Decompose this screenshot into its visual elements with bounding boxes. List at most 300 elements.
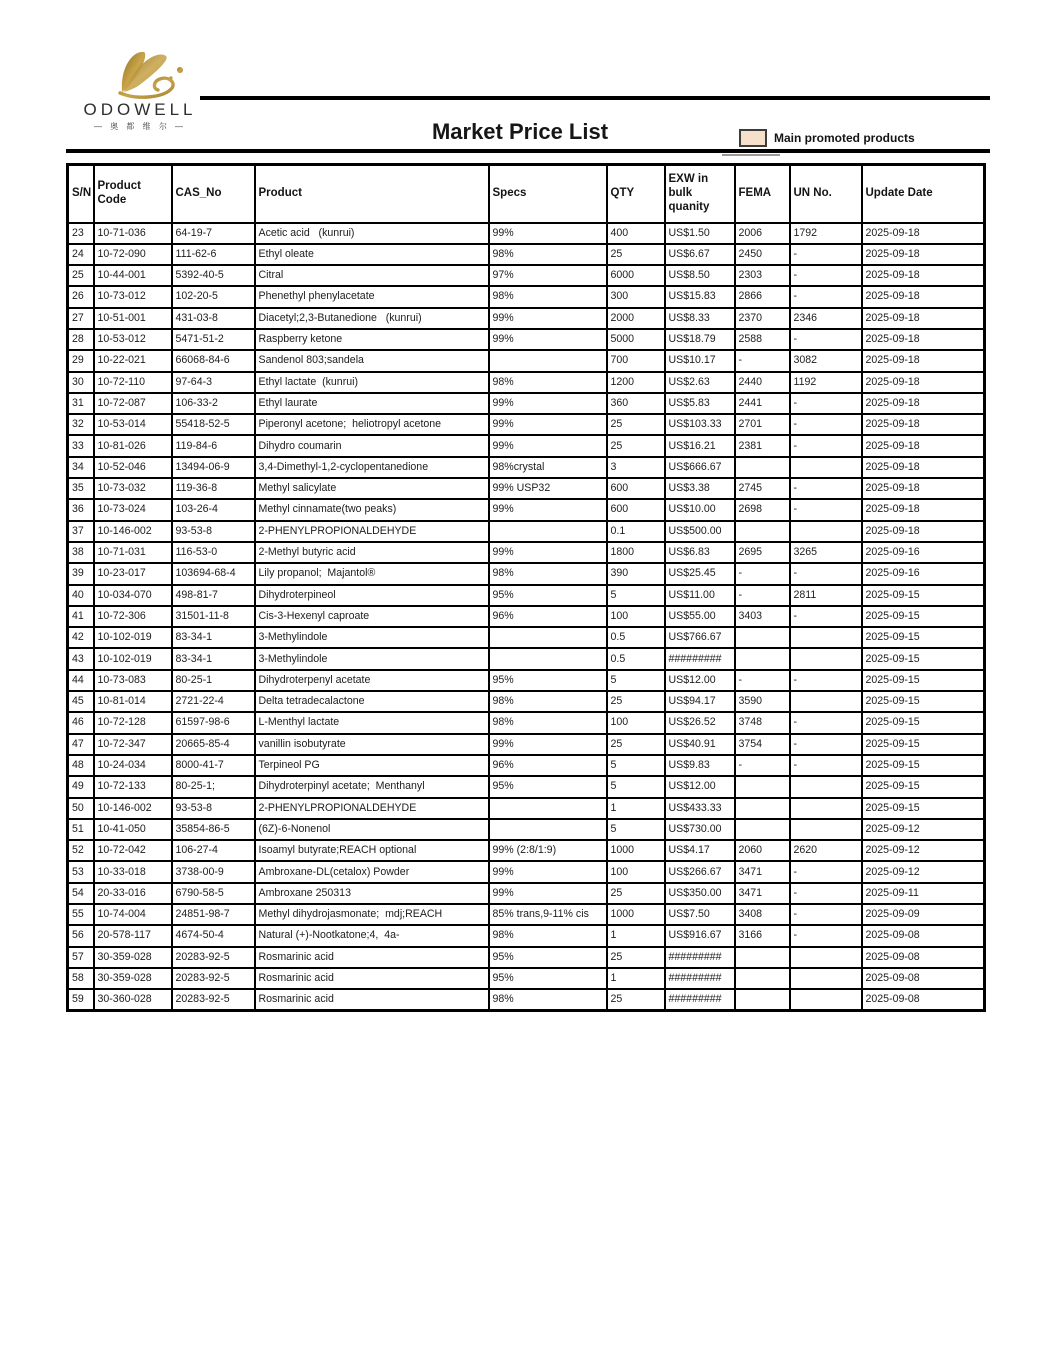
cell-qty: 600 <box>607 478 665 499</box>
table-row <box>68 478 985 499</box>
title-divider <box>66 149 990 153</box>
cell-update-date: 2025-09-18 <box>862 478 985 499</box>
cell-qty: 1000 <box>607 904 665 925</box>
cell-sn: 58 <box>68 968 94 989</box>
cell-exw-price: US$94.17 <box>665 691 735 712</box>
cell-product-code: 10-24-034 <box>94 755 172 776</box>
cell-update-date: 2025-09-18 <box>862 329 985 350</box>
cell-cas-no: 4674-50-4 <box>172 925 255 946</box>
cell-exw-price: US$5.83 <box>665 393 735 414</box>
cell-fema: 3166 <box>735 925 790 946</box>
cell-un-no <box>790 457 862 478</box>
cell-product: Ethyl laurate <box>255 393 489 414</box>
cell-qty: 1800 <box>607 542 665 563</box>
cell-cas-no: 8000-41-7 <box>172 755 255 776</box>
cell-update-date: 2025-09-18 <box>862 223 985 244</box>
cell-un-no: - <box>790 435 862 456</box>
cell-specs <box>489 648 607 669</box>
cell-sn: 24 <box>68 244 94 265</box>
cell-exw-price: US$2.63 <box>665 372 735 393</box>
cell-update-date: 2025-09-18 <box>862 457 985 478</box>
cell-fema: 2866 <box>735 286 790 307</box>
cell-cas-no: 103-26-4 <box>172 499 255 520</box>
cell-specs: 99% <box>489 435 607 456</box>
cell-qty: 5 <box>607 670 665 691</box>
cell-qty: 1 <box>607 968 665 989</box>
col-header-sn: S/N <box>68 165 94 223</box>
cell-product: 2-Methyl butyric acid <box>255 542 489 563</box>
cell-cas-no: 13494-06-9 <box>172 457 255 478</box>
cell-product: L-Menthyl lactate <box>255 712 489 733</box>
cell-qty: 25 <box>607 734 665 755</box>
cell-exw-price: US$10.17 <box>665 350 735 371</box>
cell-product: Dihydroterpenyl acetate <box>255 670 489 691</box>
cell-product-code: 30-359-028 <box>94 968 172 989</box>
cell-sn: 30 <box>68 372 94 393</box>
cell-exw-price: US$6.67 <box>665 244 735 265</box>
cell-cas-no: 111-62-6 <box>172 244 255 265</box>
cell-specs: 98% <box>489 691 607 712</box>
cell-product: Delta tetradecalactone <box>255 691 489 712</box>
cell-update-date: 2025-09-09 <box>862 904 985 925</box>
cell-fema: - <box>735 755 790 776</box>
cell-product: Isoamyl butyrate;REACH optional <box>255 840 489 861</box>
cell-exw-price: US$916.67 <box>665 925 735 946</box>
cell-un-no: 2346 <box>790 308 862 329</box>
cell-un-no: - <box>790 904 862 925</box>
cell-product-code: 10-146-002 <box>94 798 172 819</box>
cell-qty: 5 <box>607 776 665 797</box>
cell-cas-no: 3738-00-9 <box>172 861 255 882</box>
cell-product: 2-PHENYLPROPIONALDEHYDE <box>255 798 489 819</box>
table-row <box>68 372 985 393</box>
cell-specs: 99% <box>489 308 607 329</box>
cell-specs: 99% USP32 <box>489 478 607 499</box>
cell-fema: 2695 <box>735 542 790 563</box>
cell-cas-no: 2721-22-4 <box>172 691 255 712</box>
cell-specs: 96% <box>489 606 607 627</box>
top-divider <box>200 96 990 100</box>
cell-un-no <box>790 947 862 968</box>
brand-name: ODOWELL <box>83 100 197 119</box>
cell-cas-no: 106-33-2 <box>172 393 255 414</box>
cell-cas-no: 103694-68-4 <box>172 563 255 584</box>
col-header-specs: Specs <box>489 165 607 223</box>
table-row <box>68 798 985 819</box>
cell-specs: 98% <box>489 563 607 584</box>
cell-fema <box>735 968 790 989</box>
cell-update-date: 2025-09-18 <box>862 372 985 393</box>
cell-fema: 2381 <box>735 435 790 456</box>
cell-update-date: 2025-09-15 <box>862 712 985 733</box>
brand-name-chinese: — 奥 都 维 尔 — <box>93 122 187 131</box>
table-row <box>68 350 985 371</box>
cell-specs: 98% <box>489 989 607 1010</box>
cell-fema: 3590 <box>735 691 790 712</box>
cell-qty: 390 <box>607 563 665 584</box>
cell-exw-price: US$433.33 <box>665 798 735 819</box>
cell-fema: - <box>735 585 790 606</box>
cell-product: Methyl dihydrojasmonate; mdj;REACH <box>255 904 489 925</box>
cell-cas-no: 119-84-6 <box>172 435 255 456</box>
cell-cas-no: 116-53-0 <box>172 542 255 563</box>
cell-cas-no: 20283-92-5 <box>172 968 255 989</box>
cell-specs: 95% <box>489 670 607 691</box>
cell-specs <box>489 819 607 840</box>
cell-qty: 25 <box>607 244 665 265</box>
cell-fema: - <box>735 563 790 584</box>
table-row <box>68 499 985 520</box>
cell-cas-no: 431-03-8 <box>172 308 255 329</box>
cell-un-no <box>790 627 862 648</box>
cell-qty: 600 <box>607 499 665 520</box>
cell-product: Dihydro coumarin <box>255 435 489 456</box>
cell-cas-no: 119-36-8 <box>172 478 255 499</box>
cell-product-code: 10-71-031 <box>94 542 172 563</box>
cell-specs <box>489 798 607 819</box>
cell-update-date: 2025-09-18 <box>862 286 985 307</box>
cell-un-no: - <box>790 478 862 499</box>
cell-exw-price: US$8.33 <box>665 308 735 329</box>
cell-cas-no: 83-34-1 <box>172 627 255 648</box>
cell-un-no <box>790 521 862 542</box>
cell-qty: 0.1 <box>607 521 665 542</box>
cell-specs: 99% <box>489 393 607 414</box>
cell-cas-no: 55418-52-5 <box>172 414 255 435</box>
cell-un-no: - <box>790 286 862 307</box>
cell-un-no <box>790 691 862 712</box>
cell-un-no <box>790 798 862 819</box>
col-header-qty: QTY <box>607 165 665 223</box>
cell-product: Ambroxane-DL(cetalox) Powder <box>255 861 489 882</box>
cell-sn: 50 <box>68 798 94 819</box>
price-table <box>66 163 986 1012</box>
table-row <box>68 776 985 797</box>
page-title: Market Price List <box>431 119 609 144</box>
cell-sn: 38 <box>68 542 94 563</box>
cell-product: Phenethyl phenylacetate <box>255 286 489 307</box>
cell-exw-price: US$55.00 <box>665 606 735 627</box>
cell-specs: 99% <box>489 542 607 563</box>
cell-exw-price: US$4.17 <box>665 840 735 861</box>
cell-qty: 25 <box>607 414 665 435</box>
cell-sn: 55 <box>68 904 94 925</box>
table-row <box>68 393 985 414</box>
cell-product-code: 10-034-070 <box>94 585 172 606</box>
cell-sn: 56 <box>68 925 94 946</box>
cell-qty: 1200 <box>607 372 665 393</box>
cell-update-date: 2025-09-15 <box>862 755 985 776</box>
odowell-logo <box>70 48 210 133</box>
cell-product-code: 10-72-090 <box>94 244 172 265</box>
cell-product-code: 10-53-014 <box>94 414 172 435</box>
cell-qty: 1000 <box>607 840 665 861</box>
cell-specs <box>489 627 607 648</box>
cell-qty: 5 <box>607 819 665 840</box>
cell-exw-price: US$666.67 <box>665 457 735 478</box>
cell-un-no: - <box>790 712 862 733</box>
legend-label: Main promoted products <box>774 131 915 145</box>
cell-un-no: - <box>790 244 862 265</box>
cell-qty: 100 <box>607 606 665 627</box>
cell-product-code: 10-81-026 <box>94 435 172 456</box>
cell-sn: 33 <box>68 435 94 456</box>
table-row <box>68 904 985 925</box>
cell-un-no: 2811 <box>790 585 862 606</box>
table-row <box>68 606 985 627</box>
cell-product: Rosmarinic acid <box>255 968 489 989</box>
cell-update-date: 2025-09-18 <box>862 308 985 329</box>
cell-qty: 5 <box>607 585 665 606</box>
cell-update-date: 2025-09-15 <box>862 798 985 819</box>
cell-product-code: 10-22-021 <box>94 350 172 371</box>
cell-fema <box>735 521 790 542</box>
cell-qty: 25 <box>607 947 665 968</box>
cell-fema: 2745 <box>735 478 790 499</box>
cell-product: Methyl salicylate <box>255 478 489 499</box>
cell-product-code: 10-72-133 <box>94 776 172 797</box>
cell-update-date: 2025-09-11 <box>862 883 985 904</box>
cell-exw-price: ######### <box>665 968 735 989</box>
cell-exw-price: ######### <box>665 989 735 1010</box>
cell-sn: 25 <box>68 265 94 286</box>
cell-cas-no: 5392-40-5 <box>172 265 255 286</box>
table-row <box>68 734 985 755</box>
cell-fema: 2698 <box>735 499 790 520</box>
cell-specs: 95% <box>489 585 607 606</box>
cell-qty: 400 <box>607 223 665 244</box>
table-row <box>68 435 985 456</box>
cell-product: (6Z)-6-Nonenol <box>255 819 489 840</box>
col-header-product: Product <box>255 165 489 223</box>
cell-fema <box>735 627 790 648</box>
cell-product-code: 10-44-001 <box>94 265 172 286</box>
cell-exw-price: US$18.79 <box>665 329 735 350</box>
table-row <box>68 286 985 307</box>
col-header-exw: EXW in bulk quanity <box>665 165 735 223</box>
gold-flower-icon <box>92 48 192 100</box>
cell-product-code: 10-73-083 <box>94 670 172 691</box>
cell-update-date: 2025-09-08 <box>862 968 985 989</box>
cell-cas-no: 24851-98-7 <box>172 904 255 925</box>
cell-qty: 0.5 <box>607 627 665 648</box>
cell-cas-no: 93-53-8 <box>172 798 255 819</box>
cell-product: Citral <box>255 265 489 286</box>
cell-cas-no: 97-64-3 <box>172 372 255 393</box>
cell-product-code: 10-51-001 <box>94 308 172 329</box>
cell-un-no <box>790 819 862 840</box>
cell-product-code: 10-71-036 <box>94 223 172 244</box>
cell-sn: 57 <box>68 947 94 968</box>
cell-sn: 36 <box>68 499 94 520</box>
cell-cas-no: 66068-84-6 <box>172 350 255 371</box>
cell-update-date: 2025-09-08 <box>862 989 985 1010</box>
cell-cas-no: 20283-92-5 <box>172 989 255 1010</box>
cell-product: Natural (+)-Nootkatone;4, 4a- <box>255 925 489 946</box>
cell-specs: 99% <box>489 414 607 435</box>
cell-specs: 99% (2:8/1:9) <box>489 840 607 861</box>
table-row <box>68 648 985 669</box>
cell-cas-no: 106-27-4 <box>172 840 255 861</box>
cell-qty: 100 <box>607 861 665 882</box>
cell-fema: 2370 <box>735 308 790 329</box>
cell-update-date: 2025-09-18 <box>862 521 985 542</box>
cell-qty: 3 <box>607 457 665 478</box>
cell-sn: 46 <box>68 712 94 733</box>
table-row <box>68 691 985 712</box>
cell-update-date: 2025-09-18 <box>862 435 985 456</box>
cell-qty: 25 <box>607 435 665 456</box>
cell-update-date: 2025-09-18 <box>862 265 985 286</box>
cell-exw-price: US$12.00 <box>665 670 735 691</box>
cell-fema: - <box>735 350 790 371</box>
cell-un-no: - <box>790 393 862 414</box>
cell-fema <box>735 947 790 968</box>
table-header-row <box>68 165 985 223</box>
cell-fema: 2006 <box>735 223 790 244</box>
cell-sn: 41 <box>68 606 94 627</box>
cell-product-code: 10-102-019 <box>94 627 172 648</box>
cell-sn: 53 <box>68 861 94 882</box>
cell-specs: 99% <box>489 499 607 520</box>
cell-qty: 300 <box>607 286 665 307</box>
table-row <box>68 329 985 350</box>
cell-exw-price: US$40.91 <box>665 734 735 755</box>
cell-cas-no: 80-25-1 <box>172 670 255 691</box>
table-row <box>68 627 985 648</box>
table-row <box>68 308 985 329</box>
cell-fema: 3408 <box>735 904 790 925</box>
table-row <box>68 712 985 733</box>
table-row <box>68 414 985 435</box>
cell-fema: 3754 <box>735 734 790 755</box>
cell-exw-price: US$9.83 <box>665 755 735 776</box>
cell-sn: 47 <box>68 734 94 755</box>
cell-qty: 360 <box>607 393 665 414</box>
cell-qty: 700 <box>607 350 665 371</box>
cell-exw-price: US$26.52 <box>665 712 735 733</box>
cell-product-code: 10-41-050 <box>94 819 172 840</box>
cell-sn: 44 <box>68 670 94 691</box>
cell-fema <box>735 776 790 797</box>
cell-product: Ambroxane 250313 <box>255 883 489 904</box>
table-row <box>68 265 985 286</box>
cell-exw-price: US$11.00 <box>665 585 735 606</box>
cell-product: Lily propanol; Majantol® <box>255 563 489 584</box>
table-row <box>68 925 985 946</box>
cell-fema: 3403 <box>735 606 790 627</box>
cell-update-date: 2025-09-12 <box>862 819 985 840</box>
table-row <box>68 223 985 244</box>
table-row <box>68 563 985 584</box>
cell-product-code: 10-73-032 <box>94 478 172 499</box>
cell-exw-price: US$500.00 <box>665 521 735 542</box>
col-header-product-code: Product Code <box>94 165 172 223</box>
cell-update-date: 2025-09-15 <box>862 776 985 797</box>
cell-product-code: 30-360-028 <box>94 989 172 1010</box>
cell-exw-price: US$25.45 <box>665 563 735 584</box>
cell-cas-no: 80-25-1; <box>172 776 255 797</box>
cell-product-code: 10-81-014 <box>94 691 172 712</box>
table-row <box>68 968 985 989</box>
cell-sn: 49 <box>68 776 94 797</box>
table-row <box>68 670 985 691</box>
cell-product-code: 20-33-016 <box>94 883 172 904</box>
cell-sn: 51 <box>68 819 94 840</box>
cell-specs: 98% <box>489 712 607 733</box>
cell-cas-no: 5471-51-2 <box>172 329 255 350</box>
table-row <box>68 542 985 563</box>
cell-un-no: - <box>790 925 862 946</box>
cell-product: Dihydroterpineol <box>255 585 489 606</box>
cell-specs <box>489 521 607 542</box>
cell-sn: 52 <box>68 840 94 861</box>
cell-update-date: 2025-09-15 <box>862 585 985 606</box>
cell-cas-no: 35854-86-5 <box>172 819 255 840</box>
cell-product: 3-Methylindole <box>255 627 489 648</box>
table-row <box>68 883 985 904</box>
cell-qty: 2000 <box>607 308 665 329</box>
cell-specs: 98%crystal <box>489 457 607 478</box>
cell-sn: 42 <box>68 627 94 648</box>
cell-product-code: 10-72-042 <box>94 840 172 861</box>
cell-un-no: 2620 <box>790 840 862 861</box>
table-row <box>68 861 985 882</box>
cell-un-no: - <box>790 563 862 584</box>
cell-sn: 29 <box>68 350 94 371</box>
cell-qty: 100 <box>607 712 665 733</box>
cell-cas-no: 31501-11-8 <box>172 606 255 627</box>
table-row <box>68 989 985 1010</box>
cell-specs: 85% trans,9-11% cis <box>489 904 607 925</box>
cell-qty: 25 <box>607 883 665 904</box>
cell-un-no: - <box>790 414 862 435</box>
cell-specs: 95% <box>489 776 607 797</box>
cell-specs: 99% <box>489 329 607 350</box>
cell-cas-no: 102-20-5 <box>172 286 255 307</box>
cell-exw-price: US$10.00 <box>665 499 735 520</box>
table-row <box>68 457 985 478</box>
cell-product-code: 10-72-306 <box>94 606 172 627</box>
cell-update-date: 2025-09-12 <box>862 861 985 882</box>
cell-fema: 2450 <box>735 244 790 265</box>
cell-exw-price: US$6.83 <box>665 542 735 563</box>
cell-fema <box>735 798 790 819</box>
cell-fema: 3748 <box>735 712 790 733</box>
cell-specs: 98% <box>489 925 607 946</box>
cell-product: 2-PHENYLPROPIONALDEHYDE <box>255 521 489 542</box>
cell-exw-price: US$16.21 <box>665 435 735 456</box>
cell-un-no: - <box>790 755 862 776</box>
cell-exw-price: US$12.00 <box>665 776 735 797</box>
cell-exw-price: US$103.33 <box>665 414 735 435</box>
cell-un-no <box>790 968 862 989</box>
cell-product: Diacetyl;2,3-Butanedione (kunrui) <box>255 308 489 329</box>
cell-fema <box>735 457 790 478</box>
cell-update-date: 2025-09-15 <box>862 627 985 648</box>
cell-product-code: 10-23-017 <box>94 563 172 584</box>
cell-sn: 39 <box>68 563 94 584</box>
cell-product: Raspberry ketone <box>255 329 489 350</box>
cell-sn: 31 <box>68 393 94 414</box>
cell-sn: 54 <box>68 883 94 904</box>
cell-cas-no: 20665-85-4 <box>172 734 255 755</box>
cell-product-code: 30-359-028 <box>94 947 172 968</box>
col-header-cas-no: CAS_No <box>172 165 255 223</box>
cell-un-no: - <box>790 265 862 286</box>
cell-un-no: - <box>790 329 862 350</box>
cell-sn: 43 <box>68 648 94 669</box>
